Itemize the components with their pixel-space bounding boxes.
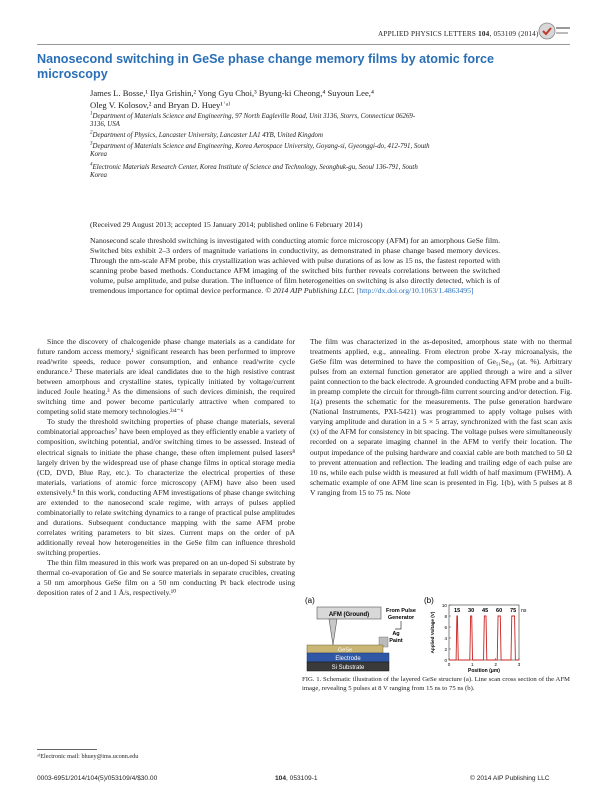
- left-column: [37, 337, 295, 598]
- pulse-label-1: From Pulse: [386, 608, 416, 614]
- y-tick-label: 2: [444, 646, 447, 652]
- y-tick-label: 6: [444, 624, 447, 630]
- footer-volume: 104: [275, 775, 287, 782]
- crossmark-icon: [537, 21, 571, 43]
- y-tick-label: 8: [444, 613, 447, 619]
- pulse-label-2: Generator: [387, 615, 415, 621]
- pulse-series-line: [449, 616, 519, 660]
- substrate-label: Si Substrate: [331, 665, 365, 671]
- y-tick-label: 0: [444, 657, 447, 663]
- pulse-duration-label: 60: [496, 608, 503, 614]
- pulse-unit-label: ns: [521, 608, 527, 614]
- footer-page: , 053109-1: [286, 775, 318, 782]
- author-list: [90, 88, 490, 111]
- header-rule: [37, 44, 570, 45]
- pulse-duration-label: 75: [510, 608, 517, 614]
- y-tick-label: 4: [444, 635, 447, 641]
- footnote-rule: [37, 749, 97, 750]
- right-column: [310, 337, 572, 498]
- abstract-text: Nanosecond scale threshold switching is investigated with conducting atomic force microscopy (AFM) for an amorphous GeSe film. Switched bits exhibit 2–3 orders of magnitude variations in conductivity, as demonstrated in phase change based memory devices. Through the nm-scale AFM probe, this crystallization was achieved with pulse durations of as low as 15 ns, the fastest reported with scanning probe based methods. Conductance AFM imaging of the switched bits further reveals correlations between the switched volume, pulse amplitude, and pulse duration. The influence of film heterogeneities on switching is also directly detected, which is of tremendous importance for optimal device performance.: [90, 236, 500, 296]
- paragraph-2: To study the threshold switching properties of phase change materials, several combinatorial approaches⁷ have been employed as they efficiently enable a variety of composition, switching potential, and/or switching times to be assessed. Instead of electrical signals to initiate the phase change, these often implement pulsed lasers⁸ largely driven by the widespread use of phase change films in optical storage media (CD, DVD, Blue Ray, etc.). To characterize the electrical properties of these materials, variations of atomic force microscopy (AFM) have also been used extensively.⁹ In this work, conducting AFM investigations of phase change switching are extended to the nanosecond scale regime, with arrays of pulses applied combinatorially to relate switching dynamics to a range of practical pulse amplitudes and durations. Subsequent conductance mapping with the same AFM probe correlates writing parameters to bit sizes. Current maps on the order of pA additionally reveal how heterogeneities in the GeSe film can influence threshold switching properties.: [37, 417, 295, 557]
- figure-caption: FIG. 1. Schematic illustration of the layered GeSe structure (a). Line scan cross section of the AFM image, revealing 5 pulses at 8 V ranging from 15 ns to 75 ns (b).: [302, 676, 570, 692]
- pulse-chart: [430, 603, 527, 673]
- electrode-label: Electrode: [335, 656, 361, 662]
- x-tick-label: 0: [447, 662, 451, 667]
- affiliation-4: $^4$Electronic Materials Research Center, Korea Institute of Science and Technology, Seongbuk-gu, Seoul 136-791, South Korea: [90, 162, 418, 180]
- x-tick-label: 3: [517, 662, 521, 667]
- figure-1: [303, 593, 571, 673]
- x-axis-label: Position (μm): [468, 668, 500, 673]
- pulse-duration-label: 45: [482, 608, 489, 614]
- afm-label: AFM (Ground): [328, 612, 370, 618]
- volume: 104: [478, 30, 490, 38]
- footer-left: 0003-6951/2014/104(5)/053109/4/$30.00: [37, 775, 158, 782]
- abstract: [90, 236, 500, 296]
- x-tick-label: 1: [471, 662, 474, 667]
- running-header: [378, 30, 539, 38]
- journal-name: APPLIED PHYSICS LETTERS: [378, 30, 477, 38]
- article-title: Nanosecond switching in GeSe phase change memory films by atomic force microscopy: [37, 52, 494, 81]
- authors-line-2: Oleg V. Kolosov,² and Bryan D. Huey¹ʾᵃ⁾: [90, 99, 231, 110]
- pulse-wire: [395, 621, 401, 629]
- x-tick-label: 2: [494, 662, 497, 667]
- copyright: © 2014 AIP Publishing LLC.: [265, 286, 355, 296]
- affiliation-1: $^1$Department of Materials Science and Engineering, 97 North Eagleville Road, Unit 3136, Storrs, Connecticut 06269-3136, USA: [90, 111, 416, 129]
- gese-label: GeSe: [337, 647, 353, 654]
- affiliation-2: $^2$Department of Physics, Lancaster University, Lancaster LA1 4YB, United Kingdom: [90, 130, 323, 139]
- footnote: ᵃ⁾Electronic mail: bhuey@ims.uconn.edu: [37, 753, 139, 760]
- ag-label-2: Paint: [389, 638, 403, 644]
- authors-line-1: James L. Bosse,¹ Ilya Grishin,² Yong Gyu Choi,³ Byung-ki Cheong,⁴ Suyoun Lee,⁴: [90, 88, 374, 98]
- y-tick-label: 10: [441, 602, 447, 608]
- ag-label-1: Ag: [392, 631, 400, 637]
- footer-center: [275, 775, 318, 782]
- received-dates: (Received 29 August 2013; accepted 15 January 2014; published online 6 February 2014): [90, 220, 363, 229]
- panel-a-label: (a): [305, 596, 315, 605]
- paragraph-4: The film was characterized in the as-deposited, amorphous state with no thermal treatments applied, e.g., annealing. From electron probe X-ray microanalysis, the GeSe film was determined to have the composition of Ge₅₁Se₄₉ (at. %). Arbitrary pulses from an external function generator are applied through a wire and a silver paint connection to the back electrode. A grounded conducting AFM probe and a built-in preamp complete the circuit for through-film current sourcing and/or detection. Fig. 1(a) presents the schematic for the measurements. The pulse generation hardware (National Instruments, PXI-5421) was programmed to apply voltage pulses with varying amplitude and duration in a 5 × 5 array, synchronized with the fast scan axis (x) of the AFM for consistency in bit spacing. The voltage pulses were simultaneously recorded on a separate imaging channel in the AFM to verify their location. The output impedance of the pulsing hardware and coaxial cable are both matched to 50 Ω to prevent attenuation and reflection. The leading and trailing edge of each pulse are 10 ns, while each pulse width is measured at full width of half maximum (FWHM). A schematic example of one AFM line scan is presented in Fig. 1(b), with 5 pulses at 8 V ranging from 15 to 75 ns. Note: [310, 337, 572, 497]
- paragraph-3: The thin film measured in this work was prepared on an un-doped Si substrate by thermal co-evaporation of Ge and Se source materials in separate crucibles, creating a 50 nm amorphous GeSe film on a 50 nm conducting Pt back electrode using deposition rates of 2 and 1 Å/s, respectively.¹⁰: [37, 558, 295, 598]
- footer-right: © 2014 AIP Publishing LLC: [470, 775, 550, 782]
- panel-b-label: (b): [424, 596, 434, 605]
- pulse-duration-label: 15: [454, 608, 461, 614]
- article-number: , 053109 (2014): [489, 30, 539, 38]
- affiliation-3: $^3$Department of Materials Science and Engineering, Korea Aerospace University, Goyang-si, Gyeonggi-do, 412-791, South Korea: [90, 141, 430, 159]
- crossmark-logo[interactable]: [537, 21, 571, 43]
- y-axis-label: Applied Voltage (V): [430, 611, 435, 654]
- pulse-duration-label: 30: [468, 608, 475, 614]
- paragraph-1: Since the discovery of chalcogenide phase change materials as a candidate for future random access memory,¹ significant research has been performed to improve read/write speeds, reduce power consumption, and enhance read/write cycle endurance.² These materials are ideal candidates due to the high resistive contrast between amorphous and crystalline states, typically initiated by voltage/current induced Joule heating.³ As the dimensions of such devices diminish, the required switching time and power become particularly attractive when compared to competing solid state memory technologies.²ʴ⁴⁻⁶: [37, 337, 295, 417]
- doi-link[interactable]: [http://dx.doi.org/10.1063/1.4863495]: [356, 286, 474, 296]
